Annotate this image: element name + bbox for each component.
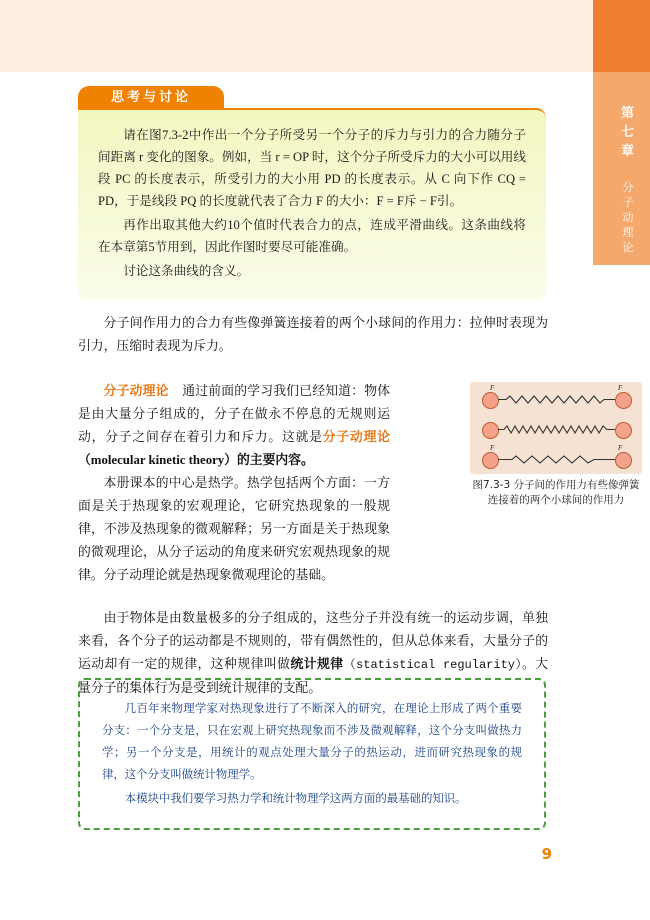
- discussion-paragraph: 再作出取其他大约10个值时代表合力的点，连成平滑曲线。这条曲线将在本章第5节用到，因此作图时要尽可能准确。: [98, 218, 526, 254]
- discussion-label: 思考与讨论: [78, 86, 224, 109]
- info-box: [78, 678, 546, 830]
- spring-row: [470, 414, 642, 444]
- chapter-label: 第七章: [620, 106, 635, 159]
- paragraph-text: 分子间作用力的合力有些像弹簧连接着的两个小球间的作用力：拉伸时表现为引力，压缩时表现为斥力。: [78, 316, 548, 353]
- ball-icon: [482, 422, 499, 439]
- info-box-paragraph: 几百年来物理学家对热现象进行了不断深入的研究，在理论上形成了两个重要分支：一个分支是，只在宏观上研究热现象而不涉及微观解释，这个分支叫做热力学；另一个分支是，用统计的观点处理大量分子的热运动，进而研究热现象的规律，这个分支叫做统计物理学。: [102, 703, 522, 781]
- paragraph-spring: [78, 312, 548, 362]
- ball-icon: [482, 392, 499, 409]
- ball-icon: [615, 452, 632, 469]
- spring-row: [470, 384, 642, 414]
- figure-image: [470, 382, 642, 474]
- force-label-right: F: [618, 384, 623, 392]
- stat-term: 统计规律: [290, 657, 344, 671]
- stat-text-1: 由于物体是由数量极多的分子组成的，这些分子并没有统一的运动步调，单独来看，各个分子的运动都是不规则的，带有偶然性的，但从总体来看，大量分子的运动却有一定的规律，这种规律叫做: [78, 611, 548, 671]
- spring-coil-icon: [498, 425, 615, 434]
- discussion-box: [78, 86, 546, 300]
- discussion-paragraph: 请在图7.3-2中作出一个分子所受另一个分子的斥力与引力的合力随分子间距离 r 变化的图象。例如，当 r = OP 时，这个分子所受斥力的大小可以用线段 PC 的长度表示，所受引力的大小用 PD 的长度表示。从 C 向下作 CQ = PD，于是线段 PQ 的长度就代表了合力 F 的大小：F = F斥 − F引。: [98, 128, 526, 208]
- stat-text-2: 。大量分子的集体行为是受到统计规律的支配。: [78, 657, 549, 695]
- kinetic-text-1: 通过前面的学习我们已经知道：物体是由大量分子组成的，分子在做永不停息的无规则运动，分子之间存在着引力和斥力。这就是: [78, 384, 391, 444]
- top-band: [0, 0, 650, 72]
- paragraph-text: 本册课本的中心是热学。热学包括两个方面：一方面是关于热现象的宏观理论，它研究热现象的一般规律，不涉及热现象的微观解释；另一方面是关于热现象的微观理论，从分子运动的角度来研究宏观热现象的规律。分子动理论就是热现象微观理论的基础。: [78, 476, 390, 582]
- kinetic-term: 分子动理论: [103, 384, 169, 398]
- stat-term-en: （statistical regularity）: [343, 658, 522, 672]
- force-label-left: F: [490, 384, 495, 392]
- paragraph-kinetic: [78, 380, 390, 476]
- discussion-body: [78, 108, 546, 300]
- page-number: 9: [541, 845, 552, 863]
- kinetic-term-2: 分子动理论: [322, 430, 391, 444]
- ball-icon: [615, 422, 632, 439]
- force-label-left: F: [490, 444, 495, 452]
- ball-icon: [615, 392, 632, 409]
- kinetic-text-2: （molecular kinetic theory）的主要内容。: [78, 453, 314, 467]
- ball-icon: [482, 452, 499, 469]
- chapter-title: 分子动理论: [622, 181, 634, 254]
- discussion-paragraph: 讨论这条曲线的含义。: [123, 264, 250, 278]
- paragraph-heat: [78, 472, 390, 591]
- info-box-paragraph: 本模块中我们要学习热力学和统计物理学这两方面的最基础的知识。: [124, 793, 467, 805]
- spring-coil-icon: [498, 455, 615, 464]
- force-label-right: F: [618, 444, 623, 452]
- figure-7-3-3: [470, 382, 642, 522]
- spring-coil-icon: [498, 395, 615, 404]
- figure-caption: 图7.3-3 分子间的作用力有些像弹簧连接着的两个小球间的作用力: [472, 479, 640, 506]
- spring-row: [470, 444, 642, 474]
- paragraph-text-mixed: [78, 380, 390, 472]
